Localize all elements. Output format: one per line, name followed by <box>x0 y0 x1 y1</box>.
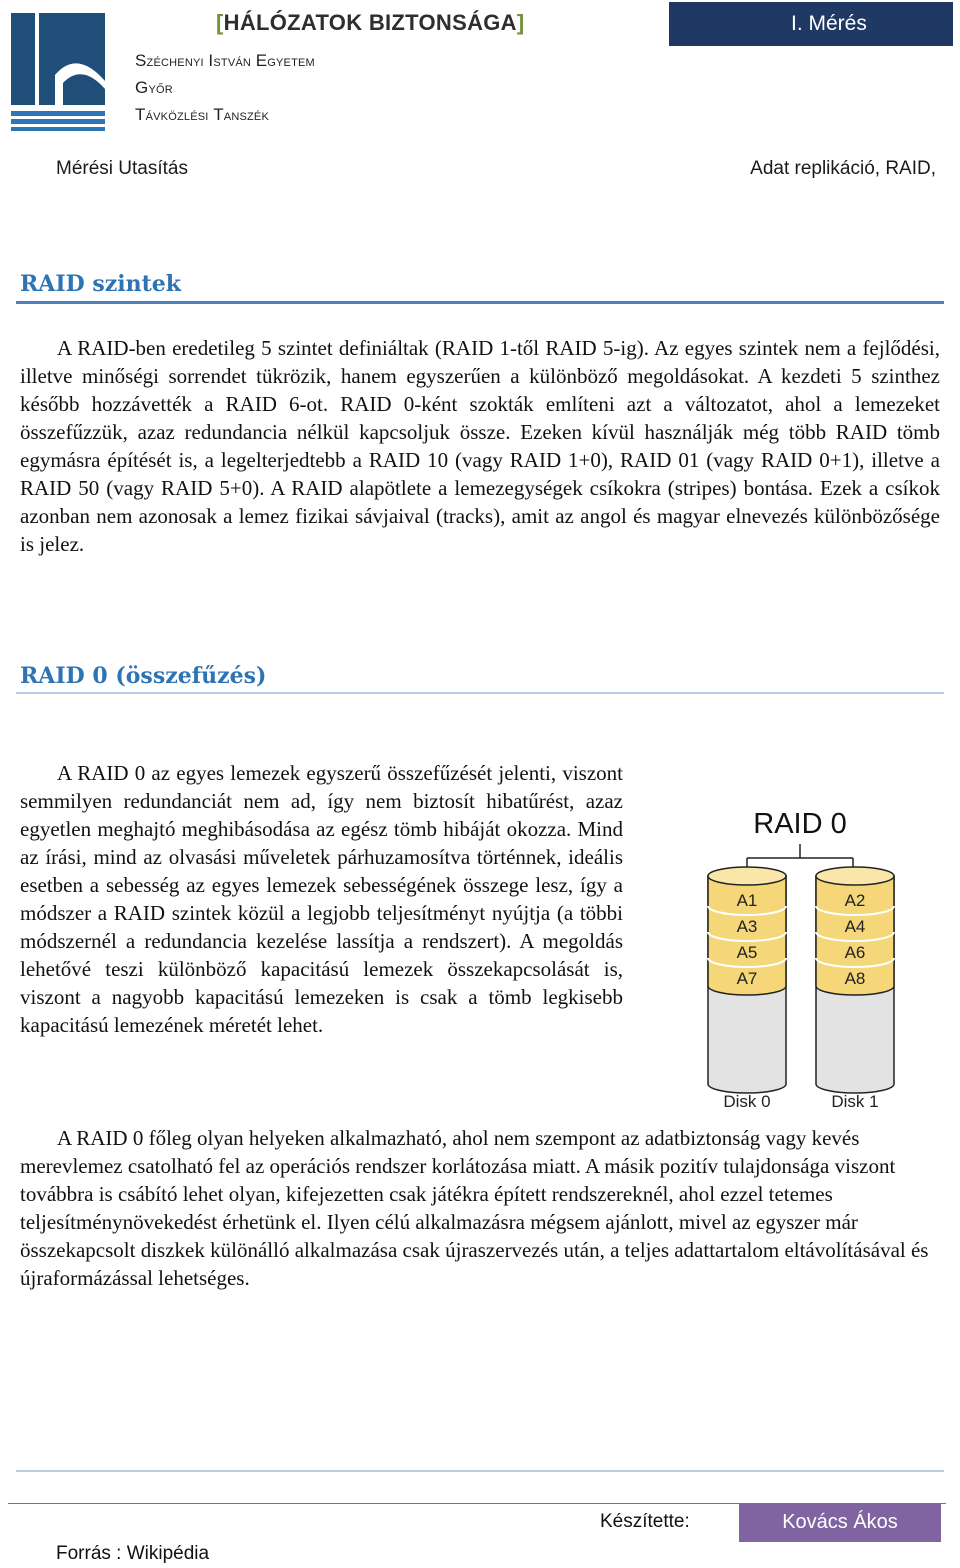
block-label: A5 <box>736 943 758 962</box>
document-type: Mérési Utasítás <box>56 158 188 179</box>
document-header-title <box>216 10 525 36</box>
block-label: A2 <box>844 891 866 910</box>
disk1-label: Disk 1 <box>831 1092 879 1111</box>
block-label: A7 <box>736 969 758 988</box>
section-heading-raid0: RAID 0 (összefűzés) <box>20 663 267 689</box>
block-label: A1 <box>736 891 758 910</box>
title-bracket-open: [ <box>216 10 224 35</box>
raid-levels-paragraph: A RAID-ben eredetileg 5 szintet definiáltak (RAID 1-től RAID 5-ig). Az egyes szintek nem a fejlődési, illetve minőségi sorrendet tükrözik, hanem egyszerűen a különböző megoldásokat. A kezdeti 5 szinthez később hozzávették a RAID 6-ot. RAID 0-ként szokták említeni azt a változatot, ahol a lemezeket összefűzzük, azaz redundancia nélkül kapcsoljuk össze. Ezeken kívül használják még több RAID tömb egymásra építését is, a legelterjedtebb a RAID 10 (vagy RAID 1+0), RAID 01 (vagy RAID 0+1), illetve a RAID 50 (vagy RAID 5+0). A RAID alapötlete a lemezegységek csíkokra (stripes) bontása. Ezek a csíkok azonban nem azonosak a lemez fizikai sávjaival (tracks), amit az angol és magyar elnevezés különbözősége is jelez. <box>20 336 940 556</box>
raid0-paragraph-1: A RAID 0 az egyes lemezek egyszerű összefűzését jelenti, viszont semmilyen redundanciát nem ad, így nem biztosít hibatűrést, azaz egyetlen meghajtó meghibásodása az egész tömb hibáját okozza. Mind az írási, mind az olvasási műveletek párhuzamosítva történnek, ideális esetben a sebesség az egyes lemezek sebességének összege lesz, így a módszer a RAID szintek közül a legjobb teljesítményt nyújtja (a többi módszernél a redundancia kezelése lassítja a rendszert). A megoldás lehetővé teszi különböző kapacitású lemezek összekapcsolását is, viszont a nagyobb kapacitású lemezeken is csak a tömb legkisebb kapacitású lemezének méretét lehet. <box>20 761 623 1037</box>
author-badge <box>739 1504 941 1542</box>
university-logo <box>7 9 109 133</box>
disk0-label: Disk 0 <box>723 1092 771 1111</box>
block-label: A4 <box>844 917 866 936</box>
diagram-title: RAID 0 <box>753 808 847 840</box>
measurement-tab-label: I. Mérés <box>791 12 867 35</box>
footer-divider <box>16 1470 944 1472</box>
title-bracket-close: ] <box>516 10 525 35</box>
university-name: Széchenyi István Egyetem <box>135 51 315 70</box>
author-label: Készítette: <box>600 1511 690 1532</box>
author-name: Kovács Ákos <box>782 1511 898 1533</box>
section-divider <box>16 301 944 304</box>
block-label: A3 <box>736 917 758 936</box>
disk1-blocks <box>816 888 894 992</box>
university-city: Győr <box>135 78 173 97</box>
header-title-text: HÁLÓZATOK BIZTONSÁGA <box>223 10 517 35</box>
block-label: A6 <box>844 943 866 962</box>
section-heading-raid-levels: RAID szintek <box>20 271 182 297</box>
raid0-diagram <box>690 800 920 1120</box>
raid0-paragraph-2: A RAID 0 főleg olyan helyeken alkalmazható, ahol nem szempont az adatbiztonság vagy kevés merevlemez csatolható fel az operációs rendszer korlátozása miatt. A másik pozitív tulajdonsága viszont továbbra is csábító lehet olyan, kifejezetten csak játékra épített rendszereknél, ahol ezzel tetemes teljesítménynövekedést érhetünk el. Ilyen célú alkalmazásra mégsem ajánlott, mivel az egyszer már összekapcsolt diszkek különálló alkalmazása csak újraszervezés után, a teljes adattartalom eltávolításával és újraformázással lehetséges. <box>20 1126 929 1290</box>
document-topic: Adat replikáció, RAID, <box>750 158 936 179</box>
department-name: Távközlési Tanszék <box>135 105 269 124</box>
section-divider <box>16 692 944 694</box>
measurement-tab <box>669 2 953 46</box>
source-note: Forrás : Wikipédia <box>56 1543 210 1564</box>
block-label: A8 <box>844 969 866 988</box>
disk0-blocks <box>708 888 786 992</box>
